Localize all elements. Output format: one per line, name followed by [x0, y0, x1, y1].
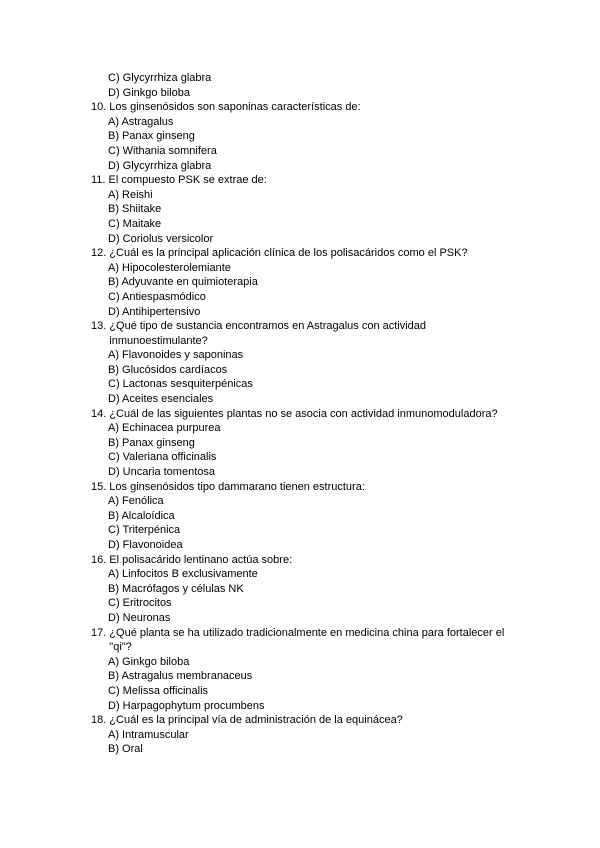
option: A) Hipocolesterolemiante — [108, 261, 231, 274]
option: B) Alcaloídica — [108, 509, 175, 522]
option: A) Flavonoides y saponinas — [108, 349, 244, 362]
option: A) Astragalus — [108, 115, 174, 128]
option: A) Echinacea purpurea — [108, 422, 221, 435]
question-block — [91, 626, 521, 714]
option: C) Melissa officinalis — [108, 684, 209, 697]
question-line — [91, 626, 521, 655]
question-number: 18. — [91, 714, 107, 727]
question-number: 10. — [91, 101, 107, 114]
question-line — [91, 553, 521, 568]
question-line — [91, 246, 521, 261]
option: C) Lactonas sesquiterpénicas — [108, 378, 253, 391]
question-number: 14. — [91, 407, 107, 420]
option: D) Coriolus versicolor — [108, 232, 214, 245]
option: D) Uncaria tomentosa — [108, 466, 215, 479]
question-block — [91, 407, 521, 480]
option: C) Triterpénica — [108, 524, 181, 537]
question-block — [91, 713, 521, 757]
question-text: El compuesto PSK se extrae de: — [108, 174, 267, 187]
option: A) Intramuscular — [108, 728, 189, 741]
option: B) Astragalus membranaceus — [108, 670, 253, 683]
question-list — [91, 100, 521, 757]
option: A) Reishi — [108, 188, 153, 201]
option: D) Flavonoidea — [108, 539, 183, 551]
question-text: ¿Cuál es la principal vía de administración de la equinácea? — [109, 714, 403, 727]
option: C) Maitake — [108, 217, 162, 230]
option: B) Oral — [108, 743, 143, 756]
option: B) Adyuvante en quimioterapia — [108, 276, 258, 289]
question-line — [91, 319, 521, 348]
option: C) Antiespasmódico — [108, 290, 206, 303]
question-text: ¿Cuál es la principal aplicación clínica de los polisacáridos como el PSK? — [109, 247, 468, 260]
question-number: 12. — [91, 247, 107, 260]
question-block — [91, 319, 521, 407]
option: A) Fenólica — [108, 495, 164, 508]
question-text: Los ginsenósidos son saponinas características de: — [109, 101, 361, 114]
question-block — [91, 173, 521, 246]
question-number: 17. — [91, 626, 107, 639]
question-text: ¿Qué planta se ha utilizado tradicionalmente en medicina china para fortalecer el "qi"? — [109, 626, 505, 654]
question-line — [91, 480, 521, 495]
question-text: ¿Cuál de las siguientes plantas no se asocia con actividad inmunomoduladora? — [109, 407, 498, 420]
question-block — [91, 480, 521, 553]
question-line — [91, 173, 521, 188]
option: C) Valeriana officinalis — [108, 451, 217, 464]
option: A) Linfocitos B exclusivamente — [108, 568, 258, 581]
option: B) Macrófagos y células NK — [108, 582, 244, 595]
question-line — [91, 713, 521, 728]
question-line — [91, 407, 521, 422]
question-block — [91, 246, 521, 319]
question-line — [91, 100, 521, 115]
option: D) Neuronas — [108, 611, 171, 624]
question-text: El polisacárido lentinano actúa sobre: — [109, 553, 293, 566]
option: B) Panax ginseng — [108, 436, 195, 449]
question-number: 15. — [91, 480, 107, 493]
question-number: 11. — [91, 174, 106, 187]
option: D) Glycyrrhiza glabra — [108, 159, 212, 172]
option: D) Antihipertensivo — [108, 305, 201, 318]
question-text: Los ginsenósidos tipo dammarano tienen estructura: — [109, 480, 365, 493]
question-number: 16. — [91, 553, 107, 566]
question-number: 13. — [91, 320, 107, 333]
option: D) Aceites esenciales — [108, 393, 214, 406]
question-text: ¿Qué tipo de sustancia encontramos en Astragalus con actividad inmunoestimulante? — [109, 320, 427, 347]
option: D) Harpagophytum procumbens — [108, 699, 265, 712]
option: C) Glycyrrhiza glabra — [108, 72, 212, 84]
question-block — [91, 553, 521, 626]
question-block — [91, 100, 521, 173]
option: C) Eritrocitos — [108, 597, 172, 610]
option: B) Glucósidos cardíacos — [108, 363, 228, 376]
document-page — [91, 71, 521, 757]
option: D) Ginkgo biloba — [108, 86, 190, 99]
option: A) Ginkgo biloba — [108, 655, 190, 668]
option: B) Shiitake — [108, 203, 162, 216]
option: B) Panax ginseng — [108, 130, 195, 143]
option: C) Withania somnifera — [108, 144, 217, 157]
leading-options — [91, 71, 521, 100]
